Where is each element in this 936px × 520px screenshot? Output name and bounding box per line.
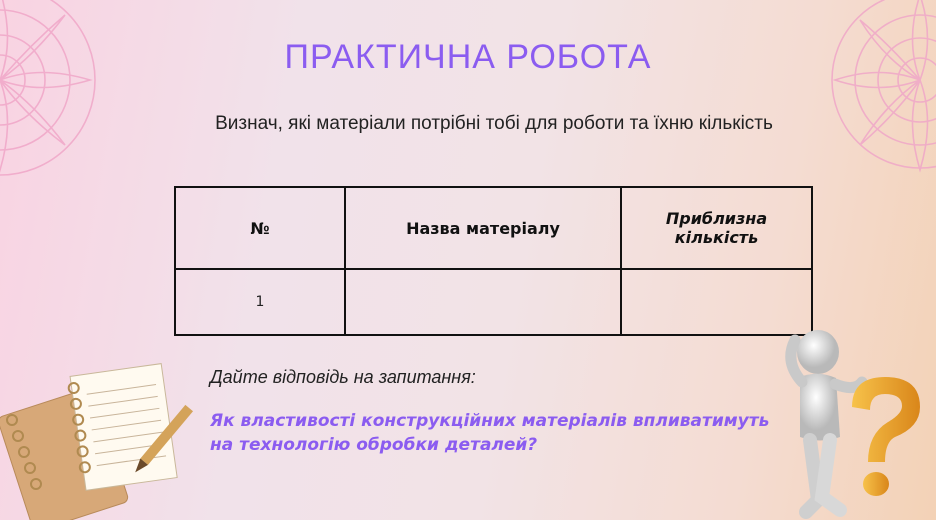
cell-material-name[interactable] <box>345 269 621 335</box>
slide-subtitle: Визнач, які матеріали потрібні тобі для роботи та їхню кількість <box>215 113 773 134</box>
header-number: № <box>175 187 345 269</box>
slide-title: ПРАКТИЧНА РОБОТА <box>284 38 652 76</box>
cell-number: 1 <box>175 269 345 335</box>
mandala-right-ornament <box>820 0 936 200</box>
question-text: Як властивості конструкційних матеріалів впливатимуть на технологію обробки деталей? <box>210 411 770 455</box>
header-material-name: Назва матеріалу <box>345 187 621 269</box>
materials-table <box>174 186 813 336</box>
table-header-row <box>175 187 812 269</box>
question-prompt: Дайте відповідь на запитання: <box>210 367 476 387</box>
table-row <box>175 269 812 335</box>
mandala-left-ornament <box>0 0 120 210</box>
header-approx-quantity: Приблизна кількість <box>621 187 812 269</box>
thinking-figure-question-mark-illustration <box>770 322 936 520</box>
notebook-pencil-illustration <box>0 360 200 520</box>
